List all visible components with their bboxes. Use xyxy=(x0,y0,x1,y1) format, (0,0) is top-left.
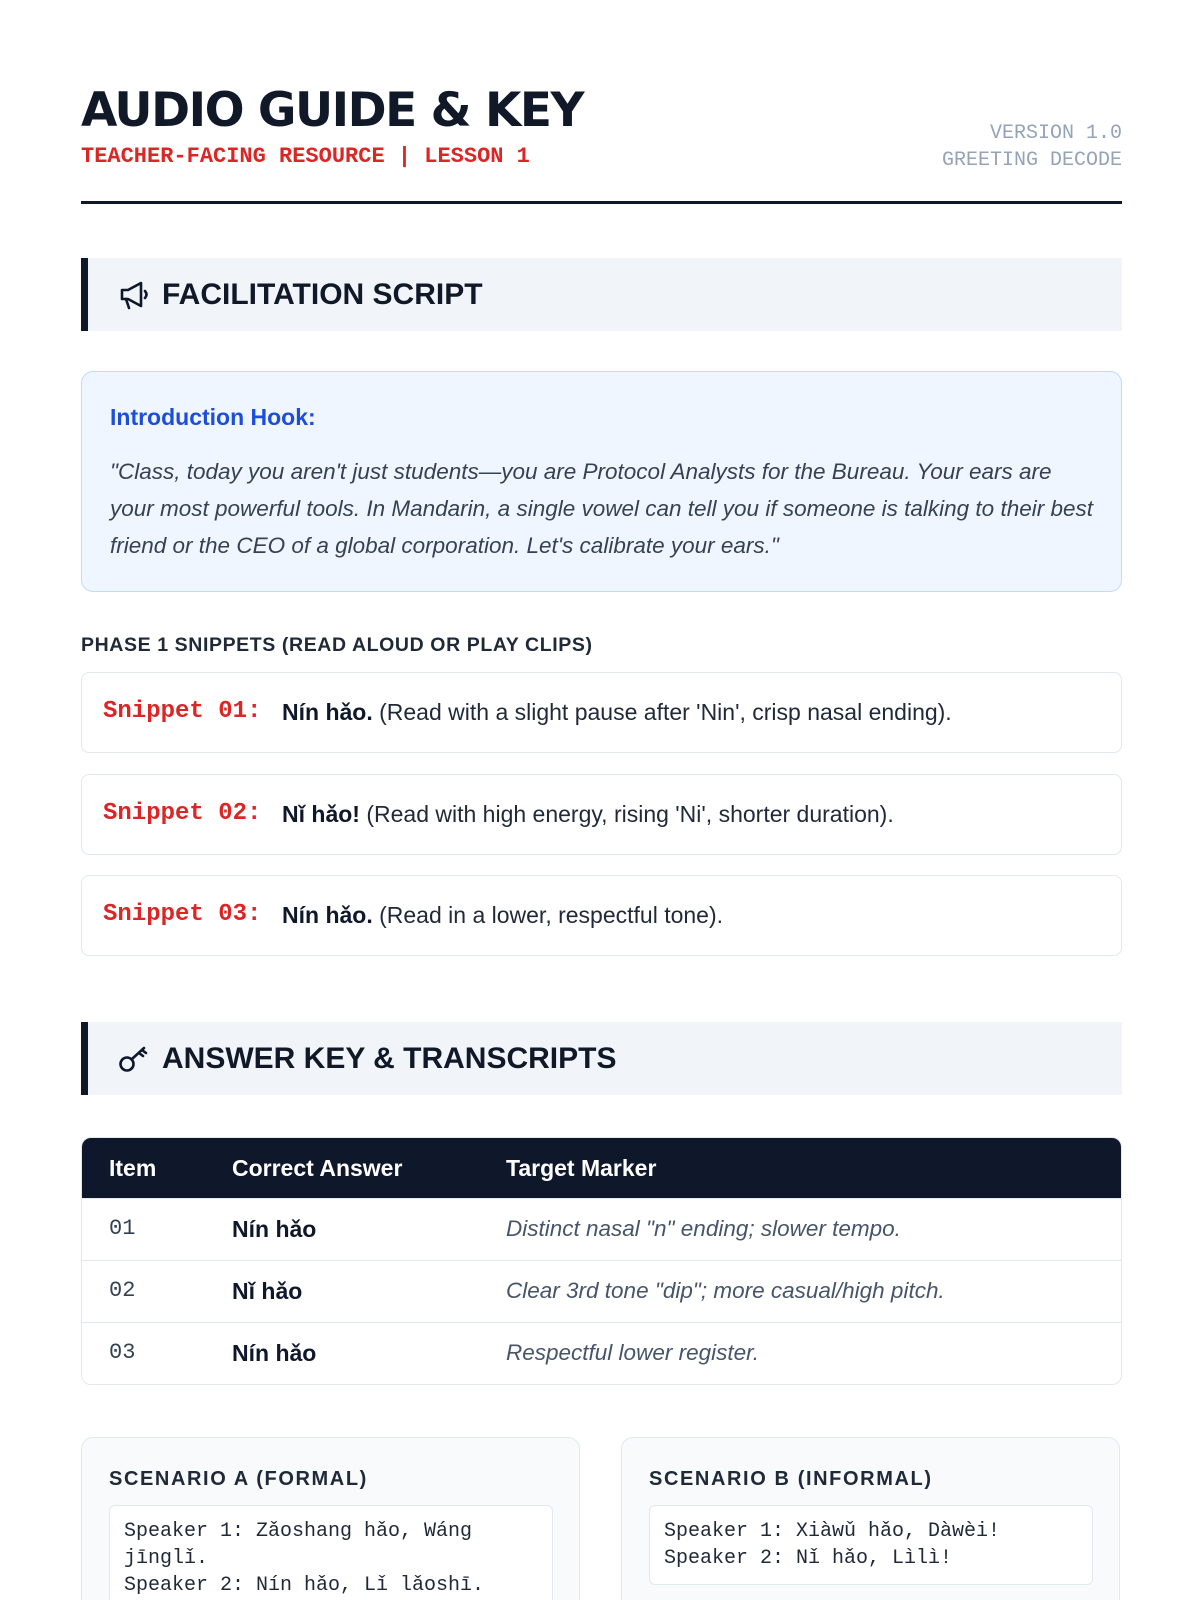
cell-item: 01 xyxy=(109,1216,136,1241)
document-header xyxy=(81,84,1122,204)
snippet-text xyxy=(282,876,723,954)
answer-key-table xyxy=(81,1137,1122,1385)
transcript-line: Speaker 1: Xiàwǔ hǎo, Dàwèi! xyxy=(664,1520,1001,1543)
section-title: ANSWER KEY & TRANSCRIPTS xyxy=(162,1042,617,1075)
intro-hook-box xyxy=(81,371,1122,592)
snippet-id: Snippet 01: xyxy=(103,698,262,725)
snippet-card xyxy=(81,875,1122,956)
snippet-card xyxy=(81,774,1122,855)
cell-answer: Nǐ hǎo xyxy=(232,1278,303,1304)
table-row xyxy=(82,1322,1121,1384)
section-title: FACILITATION SCRIPT xyxy=(162,278,483,311)
key-icon xyxy=(116,1043,152,1075)
facilitation-section-header xyxy=(81,258,1122,331)
snippet-note: (Read with a slight pause after 'Nin', crisp nasal ending). xyxy=(379,699,952,725)
scenario-transcript xyxy=(109,1505,553,1600)
snippet-phrase: Nín hǎo. xyxy=(282,699,373,725)
document-page xyxy=(81,0,1122,1600)
column-header-answer: Correct Answer xyxy=(232,1155,403,1181)
transcript-line: Speaker 2: Nín hǎo, Lǐ lǎoshī. xyxy=(124,1574,485,1597)
version-label: VERSION 1.0 xyxy=(989,122,1122,145)
cell-marker: Distinct nasal "n" ending; slower tempo. xyxy=(506,1216,901,1241)
column-header-item: Item xyxy=(109,1155,157,1181)
snippet-note: (Read in a lower, respectful tone). xyxy=(379,902,724,928)
snippet-phrase: Nín hǎo. xyxy=(282,902,373,928)
scenario-transcript xyxy=(649,1505,1093,1585)
snippet-card xyxy=(81,672,1122,753)
table-row xyxy=(82,1260,1121,1322)
intro-hook-label: Introduction Hook: xyxy=(110,404,316,430)
column-header-marker: Target Marker xyxy=(506,1155,657,1181)
page-title: AUDIO GUIDE & KEY xyxy=(81,83,584,138)
document-meta xyxy=(942,120,1122,174)
phase-label: PHASE 1 SNIPPETS (READ ALOUD OR PLAY CLIPS) xyxy=(81,634,593,656)
snippet-note: (Read with high energy, rising 'Ni', shorter duration). xyxy=(366,801,894,827)
cell-item: 03 xyxy=(109,1340,136,1365)
snippet-id: Snippet 02: xyxy=(103,800,262,827)
cell-answer: Nín hǎo xyxy=(232,1216,317,1242)
table-row xyxy=(82,1198,1121,1260)
megaphone-icon xyxy=(116,279,152,311)
snippet-text xyxy=(282,775,894,853)
snippet-id: Snippet 03: xyxy=(103,901,262,928)
cell-item: 02 xyxy=(109,1278,136,1303)
scenario-card-informal xyxy=(621,1437,1120,1600)
intro-hook-quote: "Class, today you aren't just students—you are Protocol Analysts for the Bureau. Your ears are your most powerful tools. In Mandarin, a single vowel can tell you if someone is talking to their best friend or the CEO of a global corporation. Let's calibrate your ears." xyxy=(110,459,1093,558)
document-tag: GREETING DECODE xyxy=(941,149,1122,172)
snippet-phrase: Nǐ hǎo! xyxy=(282,801,360,827)
cell-answer: Nín hǎo xyxy=(232,1340,317,1366)
scenario-title: SCENARIO A (FORMAL) xyxy=(109,1468,368,1490)
page-subtitle: TEACHER-FACING RESOURCE | LESSON 1 xyxy=(81,144,530,169)
cell-marker: Respectful lower register. xyxy=(506,1340,760,1365)
table-header-row xyxy=(82,1138,1121,1198)
cell-marker: Clear 3rd tone "dip"; more casual/high pitch. xyxy=(506,1278,945,1303)
answer-key-section-header xyxy=(81,1022,1122,1095)
transcript-line: Speaker 2: Nǐ hǎo, Lìlì! xyxy=(664,1547,953,1570)
scenario-title: SCENARIO B (INFORMAL) xyxy=(649,1468,933,1490)
transcript-line: Speaker 1: Zǎoshang hǎo, Wáng jīnglǐ. xyxy=(124,1520,473,1570)
scenario-card-formal xyxy=(81,1437,580,1600)
snippet-text xyxy=(282,673,952,751)
